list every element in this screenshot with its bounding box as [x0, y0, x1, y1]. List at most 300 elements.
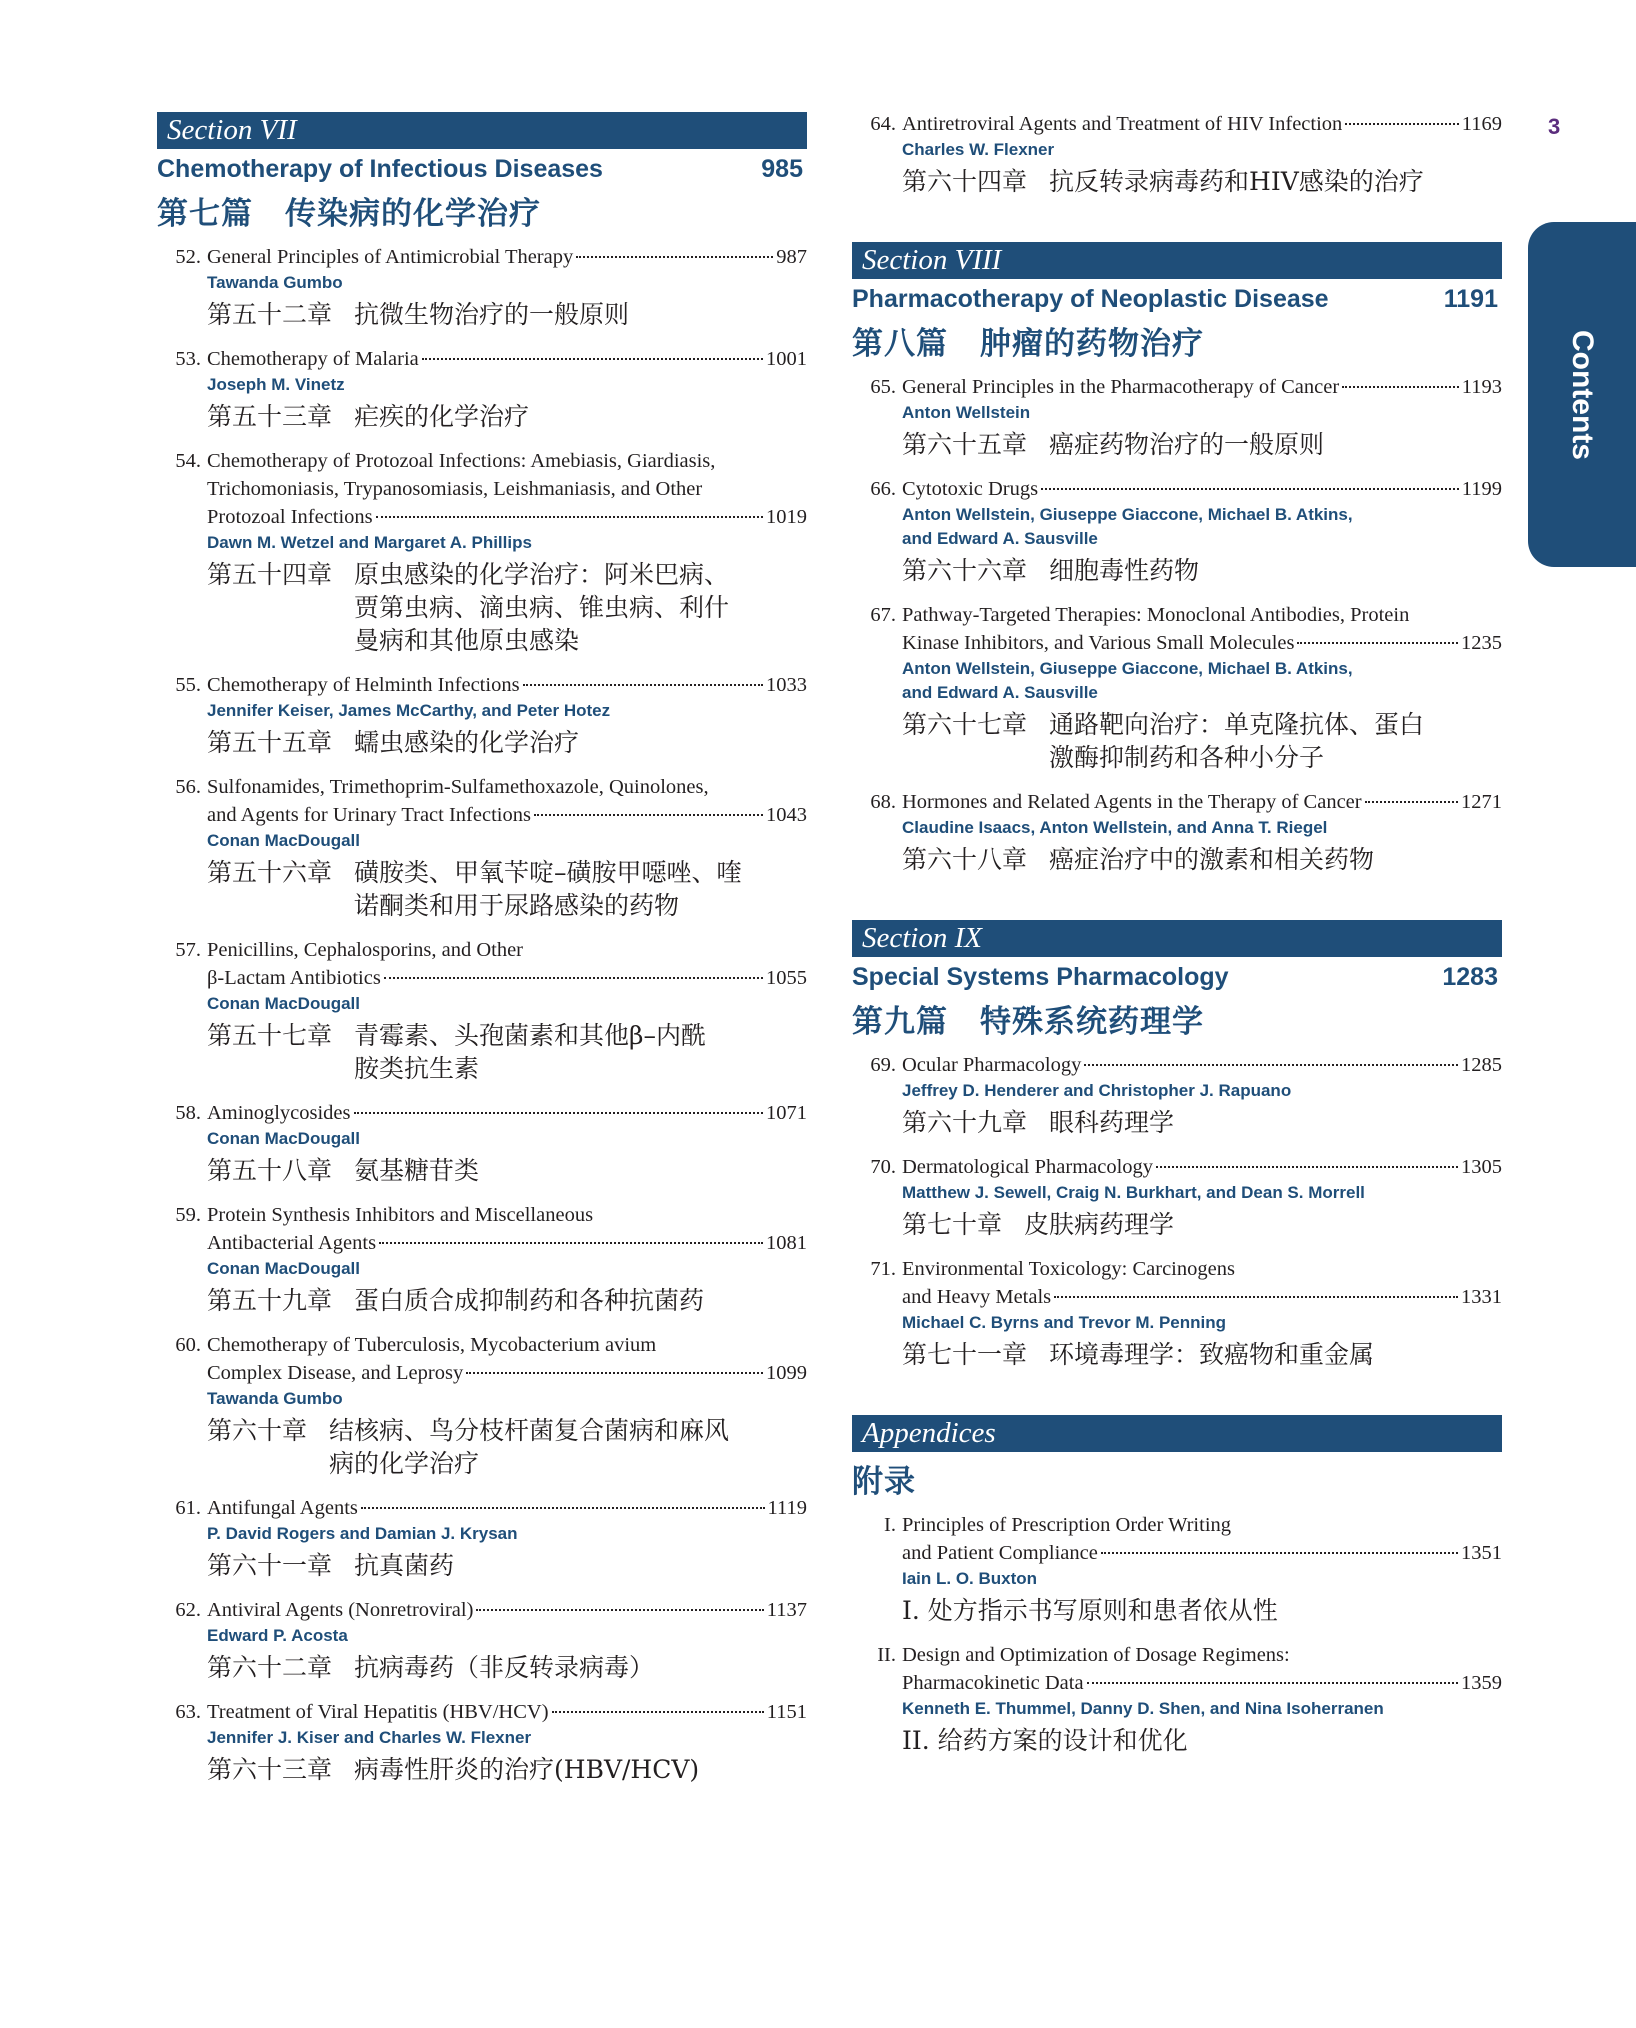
entry-english [169, 1596, 807, 1684]
chapter-number: 61. [175, 1497, 201, 1519]
chinese-title-text [354, 1154, 807, 1187]
chinese-title-text [354, 1651, 807, 1684]
chapter-title [902, 373, 1502, 461]
chinese-title-line: II. 给药方案的设计和优化 [902, 1726, 1188, 1755]
chapter-page-number: 1055 [766, 967, 807, 989]
chinese-title-text [1049, 1338, 1502, 1371]
chapter-title-last-line [207, 1596, 807, 1624]
leader-dots [1297, 642, 1458, 644]
chapter-number: 63. [175, 1701, 201, 1723]
chapter-authors: and Edward A. Sausville [902, 683, 1098, 702]
chapter-number: 54. [175, 450, 201, 472]
chinese-title-text [329, 1414, 807, 1480]
chapter-chinese-title [207, 1154, 807, 1187]
chapter-authors: Conan MacDougall [207, 994, 361, 1013]
chinese-title-text [354, 558, 807, 657]
chapter-number: I. [884, 1514, 896, 1536]
chapter-chinese-title [207, 298, 807, 331]
chinese-title-line: 疟疾的化学治疗 [354, 402, 530, 431]
chapter-page-number: 1271 [1461, 791, 1502, 813]
toc-entry[interactable] [157, 936, 807, 1085]
chapter-chinese-title [207, 1651, 807, 1684]
chapter-number: 66. [870, 478, 896, 500]
chinese-title-line: 皮肤病药理学 [1024, 1210, 1175, 1239]
chapter-title-last-line [207, 671, 807, 699]
chapter-chinese-title [902, 1208, 1502, 1241]
chinese-title-text [1049, 708, 1502, 774]
chapter-title-text: Dermatological Pharmacology [902, 1156, 1154, 1178]
chapter-authors: Tawanda Gumbo [207, 1389, 343, 1408]
chapter-title-last-line [902, 475, 1502, 503]
chapter-title-text: Cytotoxic Drugs [902, 478, 1039, 500]
entry-english [864, 1153, 1502, 1241]
chinese-title-text [1049, 165, 1502, 198]
chapter-title [902, 1255, 1502, 1371]
chapter-number: 65. [870, 376, 896, 398]
chapter-authors: Claudine Isaacs, Anton Wellstein, and Anna T. Riegel [902, 818, 1328, 837]
chapter-authors: and Edward A. Sausville [902, 529, 1098, 548]
leader-dots [1345, 123, 1458, 125]
chinese-title-line: 原虫感染的化学治疗：阿米巴病、 [354, 560, 730, 589]
chapter-number: 59. [175, 1204, 201, 1226]
chapter-title-last-line [207, 1494, 807, 1522]
chapter-authors: Charles W. Flexner [902, 140, 1055, 159]
toc-entry[interactable] [157, 447, 807, 657]
chapter-title-text: Pharmacokinetic Data [902, 1672, 1084, 1694]
toc-entry[interactable] [852, 601, 1502, 774]
leader-dots [523, 684, 763, 686]
entry-english [169, 1494, 807, 1582]
entry-english [169, 1331, 807, 1480]
leader-dots [1101, 1552, 1458, 1554]
chinese-title-line: 癌症药物治疗的一般原则 [1049, 430, 1325, 459]
chapter-number: 55. [175, 674, 201, 696]
toc-entry[interactable] [852, 1153, 1502, 1241]
chapter-authors: Anton Wellstein, Giuseppe Giaccone, Michael B. Atkins, [902, 505, 1353, 524]
chapter-title-line: Principles of Prescription Order Writing [902, 1514, 1232, 1536]
chapter-title [902, 1153, 1502, 1241]
entry-english [169, 345, 807, 433]
leader-dots [422, 358, 763, 360]
chapter-number: 71. [870, 1258, 896, 1280]
section-chinese-title: 第九篇 特殊系统药理学 [852, 1004, 1204, 1040]
chapter-chinese-title [902, 708, 1502, 774]
toc-entry[interactable] [157, 243, 807, 331]
leader-dots [476, 1609, 763, 1611]
chapter-authors: Iain L. O. Buxton [902, 1569, 1038, 1588]
section-title[interactable]: Pharmacotherapy of Neoplastic Disease [852, 285, 1329, 313]
toc-entry[interactable] [157, 1494, 807, 1582]
section-chinese-title: 附录 [852, 1464, 916, 1500]
chapter-number: 70. [870, 1156, 896, 1178]
chapter-title-text: General Principles of Antimicrobial Therapy [207, 246, 574, 268]
section-title-row [852, 963, 1502, 992]
chinese-title-line: 通路靶向治疗：单克隆抗体、蛋白 [1049, 710, 1425, 739]
chapter-title-line: Trichomoniasis, Trypanosomiasis, Leishmaniasis, and Other [207, 478, 703, 500]
chinese-chapter-label: 第五十三章 [207, 402, 333, 431]
toc-entry[interactable] [852, 1641, 1502, 1757]
chapter-title-last-line [902, 629, 1502, 657]
chapter-page-number: 1169 [1461, 113, 1502, 135]
chapter-page-number: 1099 [766, 1362, 807, 1384]
chapter-page-number: 1001 [766, 348, 807, 370]
chinese-title-text [1049, 843, 1502, 876]
chapter-title [207, 671, 807, 759]
chinese-title-text [1049, 554, 1502, 587]
chinese-chapter-label: 第六十七章 [902, 710, 1028, 739]
chapter-authors: Conan MacDougall [207, 1259, 361, 1278]
chapter-title-text: Antiretroviral Agents and Treatment of HIV Infection [902, 113, 1343, 135]
chapter-title-line: Sulfonamides, Trimethoprim-Sulfamethoxazole, Quinolones, [207, 776, 709, 798]
chapter-page-number: 1235 [1461, 632, 1502, 654]
chapter-number: 67. [870, 604, 896, 626]
chapter-title-text: Protozoal Infections [207, 506, 373, 528]
leader-dots [1365, 801, 1458, 803]
chinese-title-line: 胺类抗生素 [354, 1054, 480, 1083]
chapter-title-text: and Patient Compliance [902, 1542, 1098, 1564]
toc-section [852, 242, 1502, 876]
toc-entry[interactable] [852, 1051, 1502, 1139]
contents-tab-label: Contents [1566, 329, 1599, 460]
chapter-title [902, 1511, 1502, 1627]
chapter-title-line: Environmental Toxicology: Carcinogens [902, 1258, 1235, 1280]
entry-english [864, 1511, 1502, 1627]
chapter-chinese-title [207, 1753, 807, 1786]
chapter-title [207, 1596, 807, 1684]
leader-dots [1084, 1064, 1458, 1066]
entry-english [864, 1051, 1502, 1139]
toc-entry[interactable] [157, 1201, 807, 1317]
chapter-title-last-line [207, 1099, 807, 1127]
section-label-bar: Section IX [852, 920, 1502, 957]
chapter-chinese-title [207, 400, 807, 433]
toc-section [157, 112, 807, 1786]
chapter-page-number: 1019 [766, 506, 807, 528]
chapter-page-number: 1033 [766, 674, 807, 696]
leader-dots [1087, 1682, 1458, 1684]
chinese-chapter-label: 第五十九章 [207, 1286, 333, 1315]
chapter-title-text: Ocular Pharmacology [902, 1054, 1082, 1076]
chinese-title-text [354, 1019, 807, 1085]
chinese-title-line: I. 处方指示书写原则和患者依从性 [902, 1596, 1278, 1625]
chinese-title-line: 曼病和其他原虫感染 [354, 626, 580, 655]
chapter-title-text: Aminoglycosides [207, 1102, 351, 1124]
entry-english [864, 788, 1502, 876]
leader-dots [466, 1372, 763, 1374]
chinese-title-line: 抗病毒药（非反转录病毒） [354, 1653, 655, 1682]
chinese-title-line: 氨基糖苷类 [354, 1156, 480, 1185]
chapter-chinese-title [207, 1414, 807, 1480]
chapter-page-number: 1359 [1461, 1672, 1502, 1694]
chinese-chapter-label: 第六十六章 [902, 556, 1028, 585]
chapter-authors: Jennifer J. Kiser and Charles W. Flexner [207, 1728, 532, 1747]
toc-entry[interactable] [852, 110, 1502, 198]
chinese-chapter-label: 第六十二章 [207, 1653, 333, 1682]
chinese-title-line: 病的化学治疗 [329, 1449, 480, 1478]
chapter-title [207, 1331, 807, 1480]
chapter-title-line: Penicillins, Cephalosporins, and Other [207, 939, 523, 961]
chapter-chinese-title [207, 856, 807, 922]
chapter-chinese-title [207, 1284, 807, 1317]
toc-entry[interactable] [157, 1099, 807, 1187]
chapter-page-number: 1119 [767, 1497, 807, 1519]
chinese-title-line: 磺胺类、甲氧苄啶–磺胺甲噁唑、喹 [354, 858, 742, 887]
chapter-chinese-title [902, 428, 1502, 461]
toc-entry[interactable] [157, 773, 807, 922]
chinese-title-line: 抗反转录病毒药和HIV感染的治疗 [1049, 167, 1424, 196]
chapter-authors: Anton Wellstein [902, 403, 1031, 422]
chapter-number: 62. [175, 1599, 201, 1621]
chapter-authors: Conan MacDougall [207, 831, 361, 850]
chapter-title-line: Pathway-Targeted Therapies: Monoclonal Antibodies, Protein [902, 604, 1410, 626]
chapter-number: 56. [175, 776, 201, 798]
entry-english [169, 1698, 807, 1786]
chapter-title-text: β-Lactam Antibiotics [207, 967, 381, 989]
chapter-chinese-title [902, 843, 1502, 876]
chapter-title-last-line [902, 373, 1502, 401]
chinese-chapter-label: 第五十四章 [207, 560, 333, 589]
chapter-authors: Edward P. Acosta [207, 1626, 348, 1645]
chapter-title-text: Complex Disease, and Leprosy [207, 1362, 464, 1384]
toc-entry[interactable] [852, 1511, 1502, 1627]
chapter-page-number: 987 [776, 246, 807, 268]
toc-entry[interactable] [852, 373, 1502, 461]
section-chinese-title: 第七篇 传染病的化学治疗 [157, 196, 541, 232]
chapter-title [207, 773, 807, 922]
toc-entry[interactable] [852, 1255, 1502, 1371]
entry-english [864, 373, 1502, 461]
contents-side-tab[interactable] [1528, 222, 1636, 567]
toc-entry[interactable] [852, 788, 1502, 876]
chapter-title-last-line [902, 1669, 1502, 1697]
chapter-title [207, 1494, 807, 1582]
chapter-title-last-line [902, 1051, 1502, 1079]
chinese-title-text [354, 1753, 807, 1786]
chapter-title-last-line [207, 243, 807, 271]
chapter-title-text: Chemotherapy of Malaria [207, 348, 419, 370]
toc-section [852, 1415, 1502, 1757]
leader-dots [384, 977, 763, 979]
chapter-title [207, 936, 807, 1085]
chapter-title-last-line [207, 503, 807, 531]
chapter-title-last-line [207, 345, 807, 373]
section-label-bar: Section VIII [852, 242, 1502, 279]
toc-entry[interactable] [157, 345, 807, 433]
section-label-bar: Appendices [852, 1415, 1502, 1452]
chapter-title [207, 1201, 807, 1317]
entry-english [864, 601, 1502, 774]
chinese-title-text [354, 400, 807, 433]
chinese-chapter-label: 第六十九章 [902, 1108, 1028, 1137]
chinese-title-text [1024, 1208, 1502, 1241]
chinese-title-text [1049, 428, 1502, 461]
section-label-bar: Section VII [157, 112, 807, 149]
chapter-authors: Tawanda Gumbo [207, 273, 343, 292]
chapter-page-number: 1071 [766, 1102, 807, 1124]
chapter-title-last-line [902, 1283, 1502, 1311]
chapter-title-text: Antifungal Agents [207, 1497, 358, 1519]
chapter-title [902, 1641, 1502, 1757]
chapter-title-last-line [902, 1153, 1502, 1181]
chinese-title-text [354, 1284, 807, 1317]
chapter-number: 57. [175, 939, 201, 961]
leader-dots [1041, 488, 1459, 490]
chapter-title-last-line [902, 1539, 1502, 1567]
chinese-title-text [354, 856, 807, 922]
section-page-number: 985 [761, 155, 803, 183]
entry-english [864, 475, 1502, 587]
chapter-number: 58. [175, 1102, 201, 1124]
chapter-title-text: and Heavy Metals [902, 1286, 1052, 1308]
chinese-title-text [354, 1549, 807, 1582]
chinese-title-line: 诺酮类和用于尿路感染的药物 [354, 891, 680, 920]
chapter-title-last-line [902, 788, 1502, 816]
chapter-title-text: Treatment of Viral Hepatitis (HBV/HCV) [207, 1701, 549, 1723]
toc-entry[interactable] [157, 1331, 807, 1480]
chapter-title-line: Chemotherapy of Protozoal Infections: Amebiasis, Giardiasis, [207, 450, 716, 472]
chapter-title-last-line [207, 801, 807, 829]
chapter-authors: Jennifer Keiser, James McCarthy, and Peter Hotez [207, 701, 611, 720]
chapter-chinese-title [902, 1338, 1502, 1371]
entry-english [169, 447, 807, 657]
left-column [157, 112, 807, 1830]
section-title[interactable]: Chemotherapy of Infectious Diseases [157, 155, 603, 183]
toc-entry[interactable] [157, 1596, 807, 1684]
chapter-title-last-line [207, 964, 807, 992]
toc-entry[interactable] [852, 475, 1502, 587]
chapter-chinese-title [902, 1106, 1502, 1139]
section-title-row [852, 285, 1502, 314]
entry-english [169, 671, 807, 759]
chapter-authors: P. David Rogers and Damian J. Krysan [207, 1524, 518, 1543]
section-page-number: 1191 [1443, 285, 1498, 313]
chinese-chapter-label: 第六十八章 [902, 845, 1028, 874]
chinese-title-line: 眼科药理学 [1049, 1108, 1175, 1137]
entry-english [169, 243, 807, 331]
chapter-page-number: 1305 [1461, 1156, 1502, 1178]
chapter-page-number: 1199 [1461, 478, 1502, 500]
chapter-number: 60. [175, 1334, 201, 1356]
entry-english [864, 1255, 1502, 1371]
leader-dots [376, 516, 763, 518]
chapter-number: 53. [175, 348, 201, 370]
chapter-page-number: 1081 [766, 1232, 807, 1254]
chapter-authors: Jeffrey D. Henderer and Christopher J. Rapuano [902, 1081, 1292, 1100]
chapter-page-number: 1137 [766, 1599, 807, 1621]
chapter-chinese-title [207, 1019, 807, 1085]
chapter-title-last-line [207, 1229, 807, 1257]
chapter-page-number: 1331 [1461, 1286, 1502, 1308]
chapter-chinese-title [207, 726, 807, 759]
chinese-title-text [354, 298, 807, 331]
chinese-title-line: 癌症治疗中的激素和相关药物 [1049, 845, 1375, 874]
chinese-title-line: 抗真菌药 [354, 1551, 455, 1580]
chapter-authors: Matthew J. Sewell, Craig N. Burkhart, and Dean S. Morrell [902, 1183, 1365, 1202]
chapter-title-last-line [207, 1359, 807, 1387]
chapter-chinese-title [207, 558, 807, 657]
chapter-chinese-title [902, 165, 1502, 198]
toc-entry[interactable] [157, 671, 807, 759]
chapter-title [902, 110, 1502, 198]
chinese-chapter-label: 第五十七章 [207, 1021, 333, 1050]
chapter-number: II. [877, 1644, 896, 1666]
chapter-page-number: 1351 [1461, 1542, 1502, 1564]
chinese-chapter-label: 第六十章 [207, 1416, 308, 1445]
chinese-title-line: 贾第虫病、滴虫病、锥虫病、利什 [354, 593, 730, 622]
chinese-chapter-label: 第七十一章 [902, 1340, 1028, 1369]
chinese-title-line: 蠕虫感染的化学治疗 [354, 728, 580, 757]
leader-dots [576, 256, 773, 258]
leader-dots [1054, 1296, 1458, 1298]
chapter-number: 68. [870, 791, 896, 813]
chapter-authors: Michael C. Byrns and Trevor M. Penning [902, 1313, 1227, 1332]
chapter-title-last-line [207, 1698, 807, 1726]
entry-english [169, 773, 807, 922]
entry-english [864, 1641, 1502, 1757]
chapter-title-line: Chemotherapy of Tuberculosis, Mycobacterium avium [207, 1334, 657, 1356]
chapter-title-text: and Agents for Urinary Tract Infections [207, 804, 531, 826]
chapter-title-text: Chemotherapy of Helminth Infections [207, 674, 520, 696]
toc-entry[interactable] [157, 1698, 807, 1786]
chinese-chapter-label: 第五十五章 [207, 728, 333, 757]
leader-dots [354, 1112, 764, 1114]
leader-dots [534, 814, 763, 816]
right-column [852, 112, 1502, 1801]
chapter-title-text: General Principles in the Pharmacotherapy of Cancer [902, 376, 1340, 398]
chapter-page-number: 1193 [1461, 376, 1502, 398]
chapter-title-line: Design and Optimization of Dosage Regimens: [902, 1644, 1290, 1666]
chapter-page-number: 1151 [766, 1701, 807, 1723]
chinese-title-line: 结核病、鸟分枝杆菌复合菌病和麻风 [329, 1416, 730, 1445]
chapter-authors: Kenneth E. Thummel, Danny D. Shen, and Nina Isoherranen [902, 1699, 1384, 1718]
chinese-chapter-label: 第五十八章 [207, 1156, 333, 1185]
chapter-number: 64. [870, 113, 896, 135]
section-page-number: 1283 [1442, 963, 1498, 991]
leader-dots [552, 1711, 764, 1713]
chinese-chapter-label: 第六十五章 [902, 430, 1028, 459]
chinese-title-line: 细胞毒性药物 [1049, 556, 1200, 585]
chapter-title [207, 1099, 807, 1187]
chapter-title-line: Protein Synthesis Inhibitors and Miscellaneous [207, 1204, 594, 1226]
chapter-title-text: Kinase Inhibitors, and Various Small Molecules [902, 632, 1295, 654]
section-chinese-title: 第八篇 肿瘤的药物治疗 [852, 326, 1204, 362]
leader-dots [1342, 386, 1459, 388]
chinese-chapter-label: 第五十二章 [207, 300, 333, 329]
continued-entries [852, 110, 1502, 198]
chapter-title-text: Hormones and Related Agents in the Therapy of Cancer [902, 791, 1362, 813]
chinese-chapter-label: 第六十三章 [207, 1755, 333, 1784]
section-title[interactable]: Special Systems Pharmacology [852, 963, 1229, 991]
chinese-chapter-label: 第六十四章 [902, 167, 1028, 196]
chapter-page-number: 1285 [1461, 1054, 1502, 1076]
chinese-title-line: 环境毒理学：致癌物和重金属 [1049, 1340, 1375, 1369]
chinese-title-line: 激酶抑制药和各种小分子 [1049, 743, 1325, 772]
entry-english [169, 1201, 807, 1317]
chapter-chinese-title [902, 554, 1502, 587]
chapter-title [902, 788, 1502, 876]
entry-english [169, 936, 807, 1085]
chapter-title [902, 601, 1502, 774]
toc-section [852, 920, 1502, 1371]
chapter-authors: Conan MacDougall [207, 1129, 361, 1148]
chinese-title-text [354, 726, 807, 759]
leader-dots [379, 1242, 763, 1244]
chinese-chapter-label: 第七十章 [902, 1210, 1003, 1239]
chapter-number: 52. [175, 246, 201, 268]
leader-dots [361, 1507, 765, 1509]
chapter-title-text: Antiviral Agents (Nonretroviral) [207, 1599, 474, 1621]
chapter-title [207, 1698, 807, 1786]
